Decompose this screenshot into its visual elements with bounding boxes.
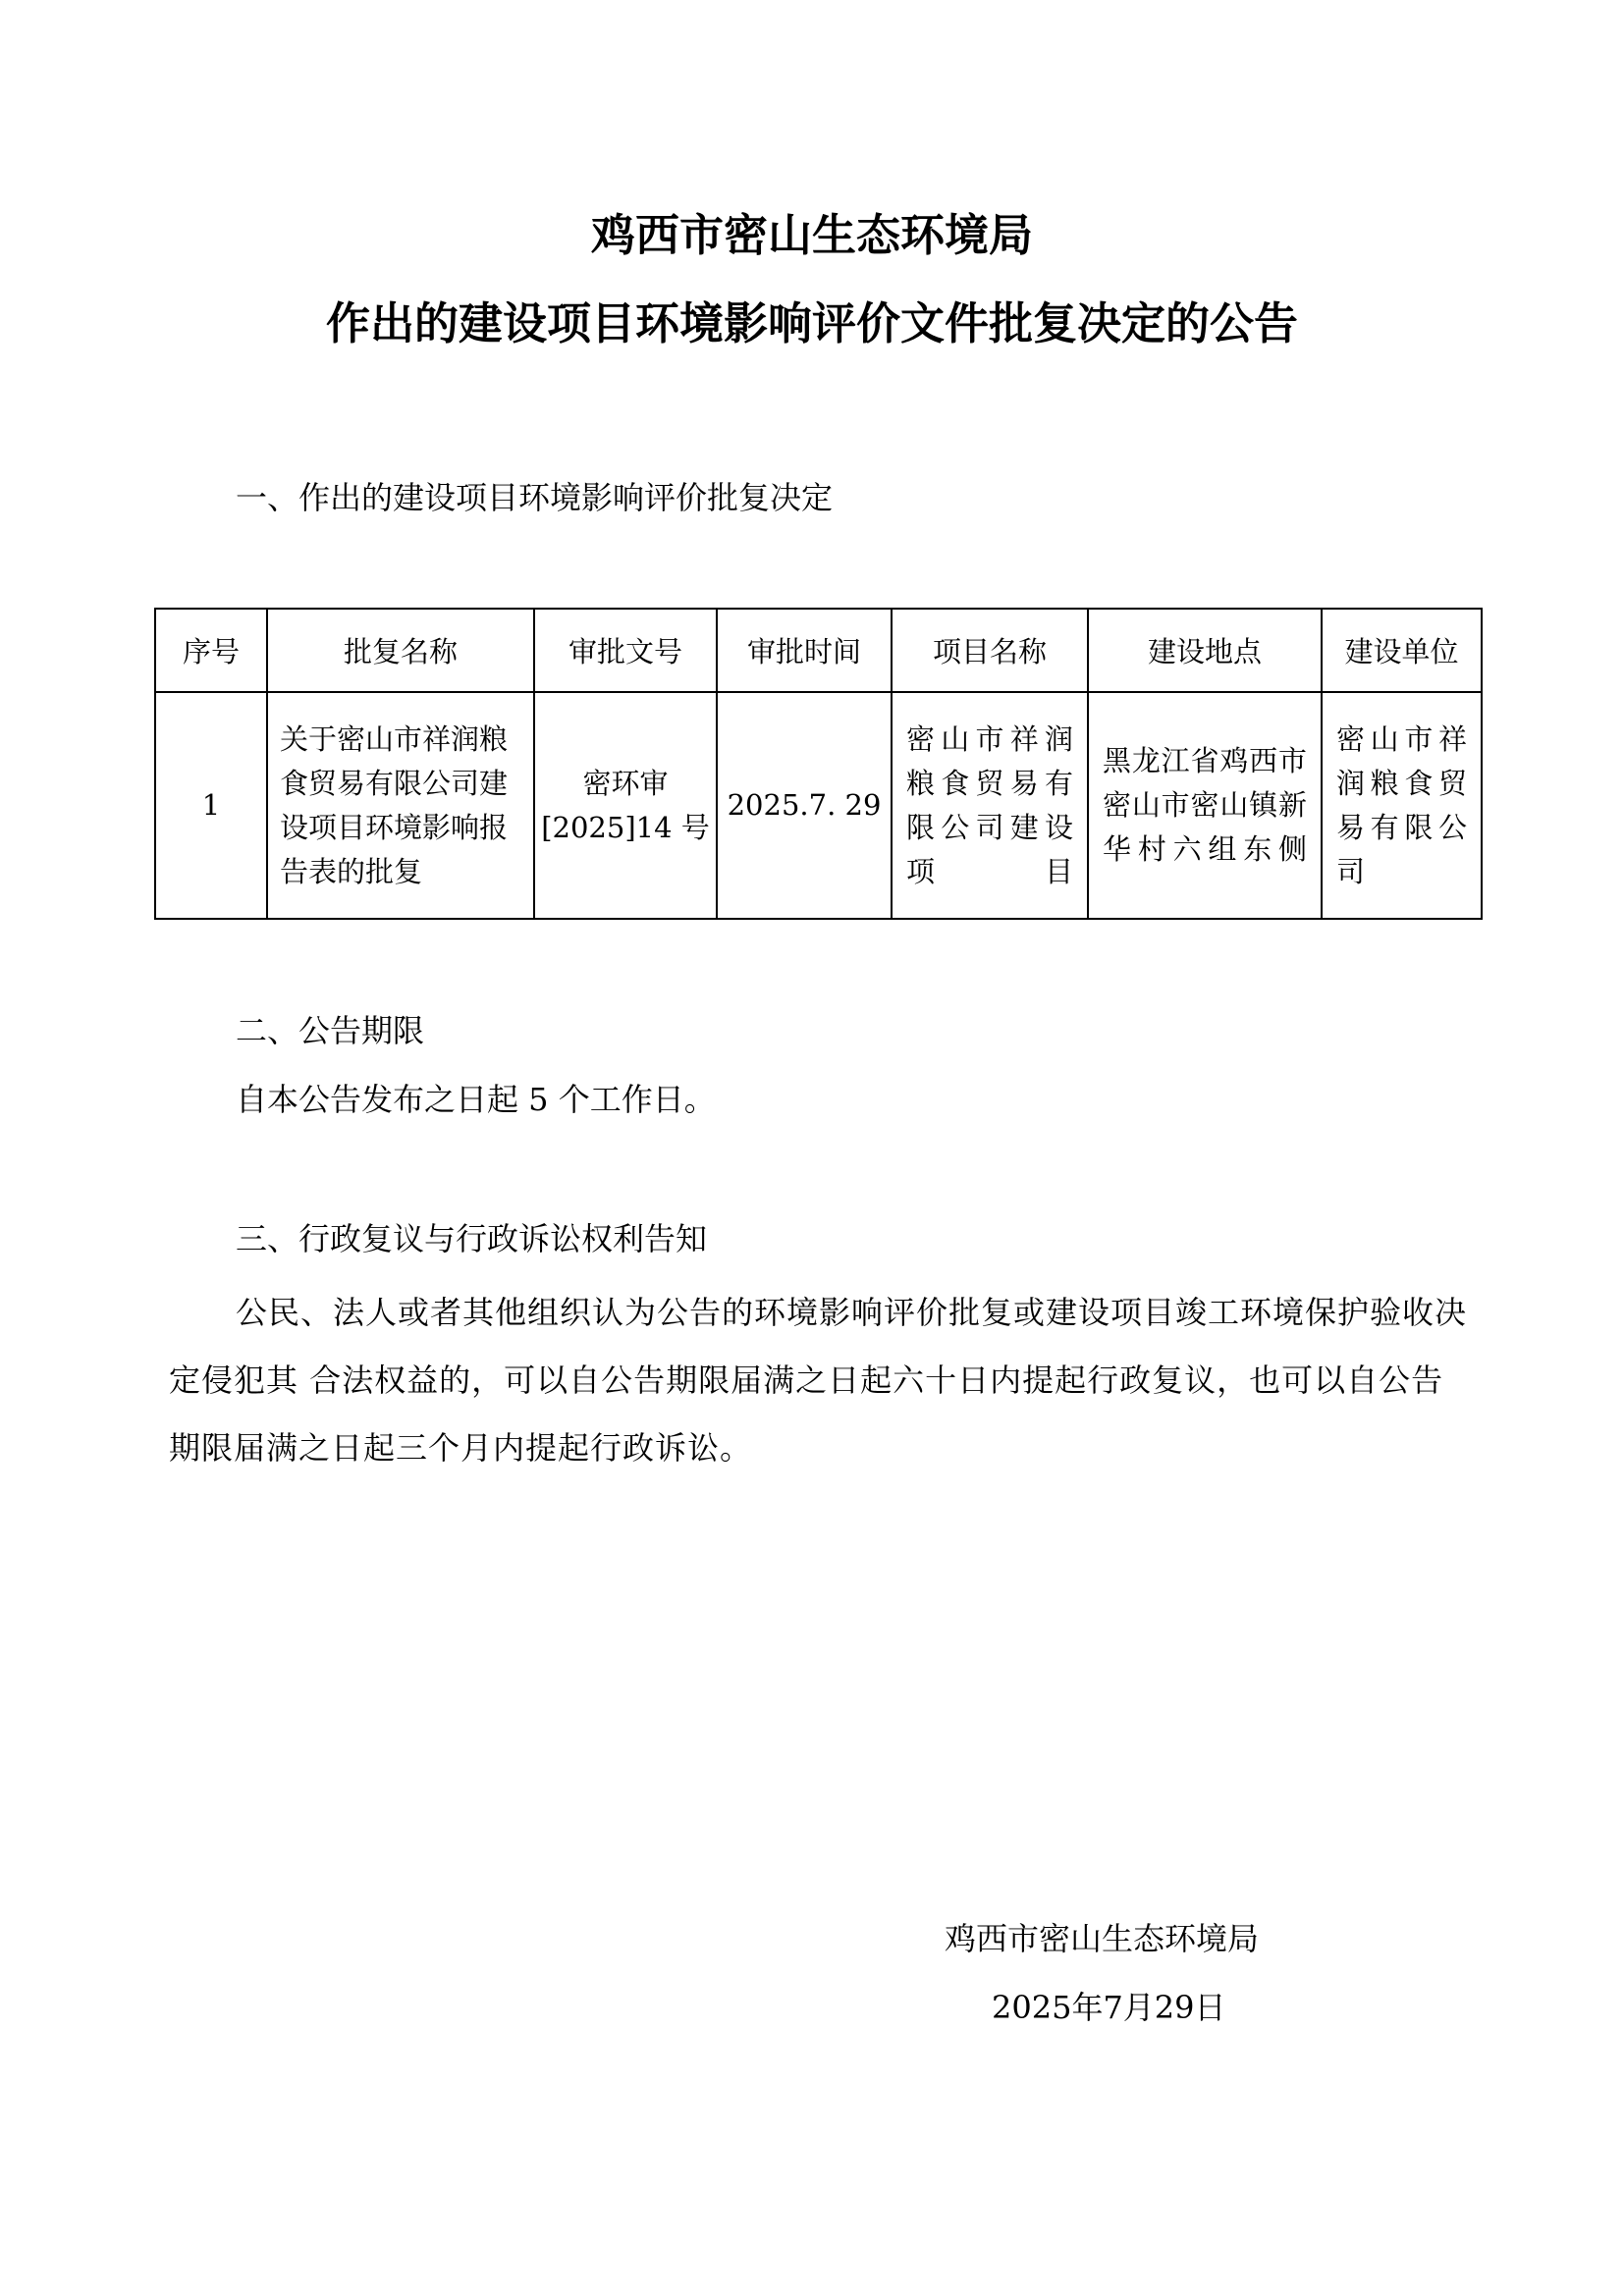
cell-approval-name: 关于密山市祥润粮食贸易有限公司建设项目环境影响报告表的批复 [267,692,534,919]
section-2-body: 自本公告发布之日起 5 个工作日。 [236,1081,716,1118]
header-index: 序号 [155,609,267,692]
section-3-heading: 三、行政复议与行政诉讼权利告知 [236,1220,708,1257]
header-approval-date: 审批时间 [717,609,892,692]
document-title-line-2: 作出的建设项目环境影响评价文件批复决定的公告 [325,297,1298,349]
cell-approval-date: 2025.7. 29 [717,692,892,919]
section-1-heading: 一、作出的建设项目环境影响评价批复决定 [236,479,834,516]
document-title-line-1: 鸡西市密山生态环境局 [590,209,1033,261]
signature-organization: 鸡西市密山生态环境局 [945,1920,1260,1957]
header-approval-name: 批复名称 [267,609,534,692]
table-row [155,692,1482,919]
cell-project-name: 密山市祥润粮食贸易有限公司建设项目 [892,692,1088,919]
section-3-body: 公民、法人或者其他组织认为公告的环境影响评价批复或建设项目竣工环境保护验收决定侵犯其 合法权益的，可以自公告期限届满之日起六十日内提起行政复议，也可以自公告期限届满之日起三个月内提起行政诉讼。 [169,1294,1468,1467]
cell-unit: 密山市祥润粮食贸易有限公司 [1322,692,1482,919]
cell-location: 黑龙江省鸡西市密山市密山镇新华村六组东侧 [1088,692,1322,919]
cell-index: 1 [155,692,267,919]
table-header-row [155,609,1482,692]
cell-approval-number: 密环审[2025]14 号 [534,692,717,919]
approval-table [154,608,1483,920]
header-location: 建设地点 [1088,609,1322,692]
header-unit: 建设单位 [1322,609,1482,692]
header-approval-number: 审批文号 [534,609,717,692]
section-2-heading: 二、公告期限 [236,1012,425,1049]
signature-date: 2025年7月29日 [992,1989,1226,2026]
header-project-name: 项目名称 [892,609,1088,692]
